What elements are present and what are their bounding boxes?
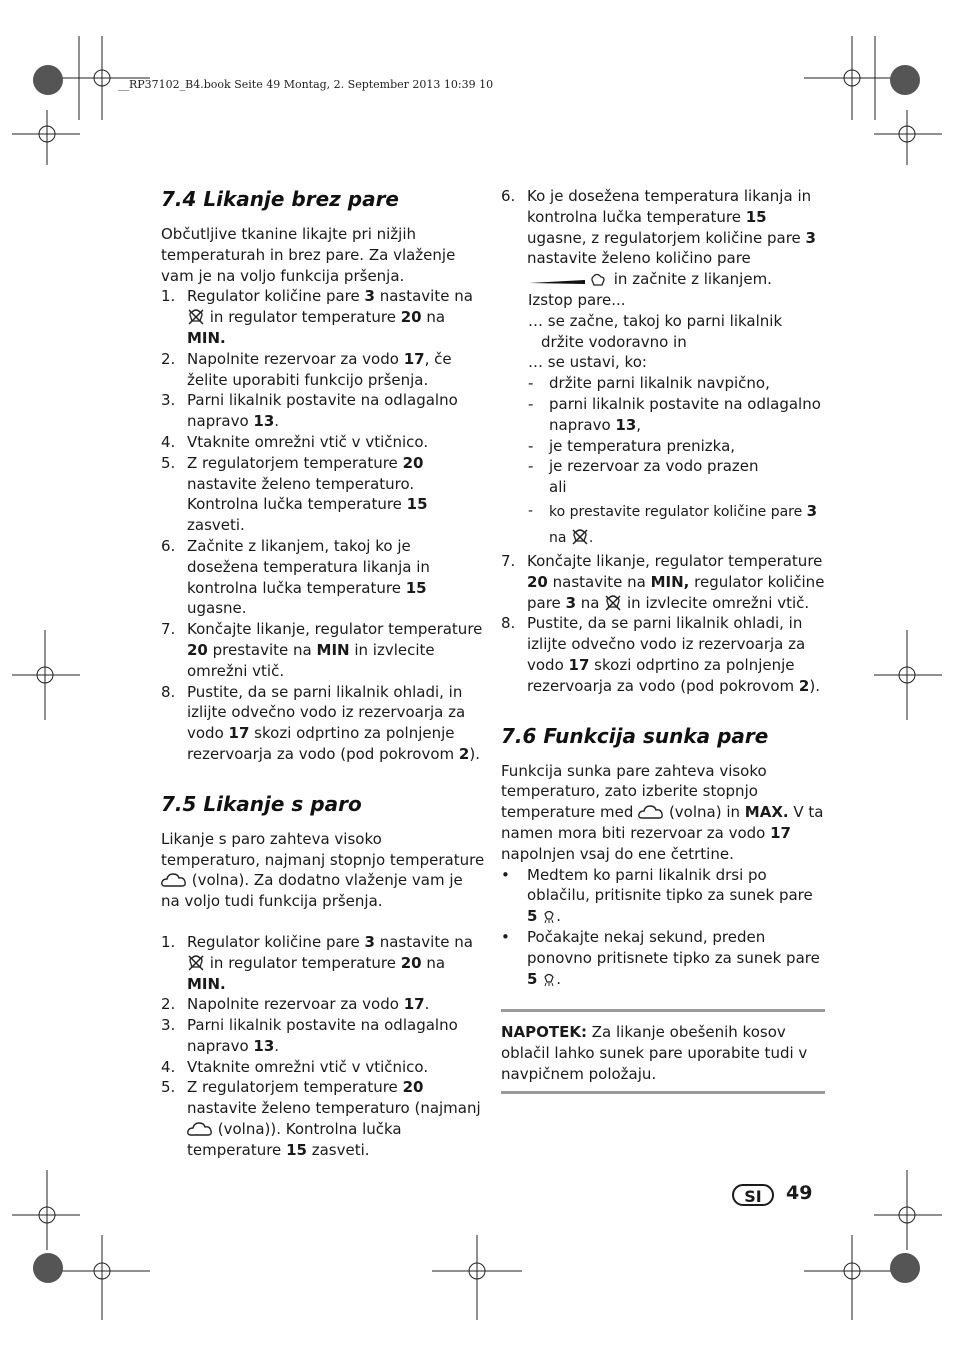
list-item: 6. Začnite z likanjem, takoj ko je dosežena temperatura likanja in kontrolna lučka temperature 15 ugasne. <box>161 536 430 618</box>
list-item: - parni likalnik postavite na odlagalno napravo 13, <box>528 394 821 434</box>
list-item: 1. Regulator količine pare 3 nastavite na in regulator temperature 20 na MIN. <box>161 287 473 347</box>
right-column <box>501 186 825 1094</box>
section-title-7-4: 7.4 Likanje brez pare <box>161 187 399 211</box>
list-item: - je temperatura prenizka, <box>528 436 736 455</box>
list-item: 5. Z regulatorjem temperature 20 nastavite želeno temperaturo. Kontrolna lučka temperature 15 zasveti. <box>161 453 428 535</box>
list-item: • Počakajte nekaj sekund, preden ponovno pritisnete tipko za sunek pare 5 . <box>501 927 820 988</box>
note-label: NAPOTEK: <box>501 1023 588 1042</box>
steam-out-label: Izstop pare... <box>528 290 626 309</box>
wool-cloud-icon <box>638 804 664 820</box>
print-header: __RP37102_B4.book Seite 49 Montag, 2. September 2013 10:39 10 <box>118 78 494 91</box>
list-item: 4. Vtaknite omrežni vtič v vtičnico. <box>161 1057 429 1076</box>
steam-burst-icon <box>542 971 556 987</box>
no-steam-icon <box>187 309 205 325</box>
left-column <box>161 186 485 1161</box>
steam-starts-text: … se začne, takoj ko parni likalnik držite vodoravno in <box>528 311 783 351</box>
wool-cloud-icon <box>161 872 187 888</box>
list-item: 6. Ko je dosežena temperatura likanja in kontrolna lučka temperature 15 ugasne, z regulatorjem količine pare 3 nastavite želeno količino pare in začnite z likanjem. <box>501 187 816 289</box>
page-number: 49 <box>786 1182 813 1204</box>
list-item: 3. Parni likalnik postavite na odlagalno napravo 13. <box>161 391 458 431</box>
wool-cloud-icon <box>187 1121 213 1137</box>
note-text: Za likanje obešenih kosov oblačil lahko sunek pare uporabite tudi v navpičnem položaju. <box>501 1023 808 1083</box>
steam-stops-text: … se ustavi, ko: <box>528 353 647 372</box>
list-item: 2. Napolnite rezervoar za vodo 17, če želite uporabiti funkcijo pršenja. <box>161 349 452 389</box>
steam-burst-icon <box>542 908 556 924</box>
no-steam-icon <box>571 529 589 545</box>
steps-list-7-4 <box>161 286 485 764</box>
list-item: 8. Pustite, da se parni likalnik ohladi, in izlijte odvečno vodo iz rezervoarja za vodo 17 skozi odprtino za polnjenje rezervoarja za vodo (pod pokrovom 2). <box>161 682 480 763</box>
list-item: 4. Vtaknite omrežni vtič v vtičnico. <box>161 432 429 451</box>
list-item: 7. Končajte likanje, regulator temperature 20 nastavite na MIN, regulator količine pare 3 na in izvlecite omrežni vtič. <box>501 551 825 612</box>
list-item: 1. Regulator količine pare 3 nastavite na in regulator temperature 20 na MIN. <box>161 932 473 993</box>
list-item: 7. Končajte likanje, regulator temperature 20 prestavite na MIN in izvlecite omrežni vtič. <box>161 620 483 680</box>
steps-list-7-5 <box>161 932 485 1161</box>
steam-level-icon <box>527 271 609 287</box>
section-title-7-5: 7.5 Likanje s paro <box>161 791 362 816</box>
section-intro: Likanje s paro zahteva visoko temperaturo, najmanj stopnjo temperature (volna). Za dodatno vlaženje vam je na voljo tudi funkcija pršenja. <box>161 829 485 911</box>
or-text: ali <box>549 478 567 497</box>
list-item: 5. Z regulatorjem temperature 20 nastavite želeno temperaturo (najmanj (volna)). Kontrolna lučka temperature 15 zasveti. <box>161 1078 481 1159</box>
list-item: - ko prestavite regulator količine pare 3 na . <box>528 501 818 546</box>
note-box <box>501 1009 825 1093</box>
section-intro: Funkcija sunka pare zahteva visoko temperaturo, zato izberite stopnjo temperature med (volna) in MAX. V ta namen mora biti rezervoar za vodo 17 napolnjen vsaj do ene četrtine. <box>501 761 824 863</box>
section-intro: Občutljive tkanine likajte pri nižjih temperaturah in brez pare. Za vlaženje vam je na voljo funkcija pršenja. <box>161 225 456 285</box>
list-item: 2. Napolnite rezervoar za vodo 17. <box>161 995 430 1014</box>
no-steam-icon <box>187 955 205 971</box>
section-title-7-6: 7.6 Funkcija sunka pare <box>501 723 769 748</box>
list-item: - je rezervoar za vodo prazen <box>528 457 759 476</box>
no-steam-icon <box>604 595 622 611</box>
list-item: 8. Pustite, da se parni likalnik ohladi, in izlijte odvečno vodo iz rezervoarja za vodo 17 skozi odprtino za polnjenje rezervoarja za vodo (pod pokrovom 2). <box>501 614 820 695</box>
list-item: 3. Parni likalnik postavite na odlagalno napravo 13. <box>161 1016 458 1055</box>
list-item: - držite parni likalnik navpično, <box>528 374 770 393</box>
list-item: • Medtem ko parni likalnik drsi po oblačilu, pritisnite tipko za sunek pare 5 . <box>501 865 813 926</box>
language-badge: SI <box>732 1184 774 1206</box>
